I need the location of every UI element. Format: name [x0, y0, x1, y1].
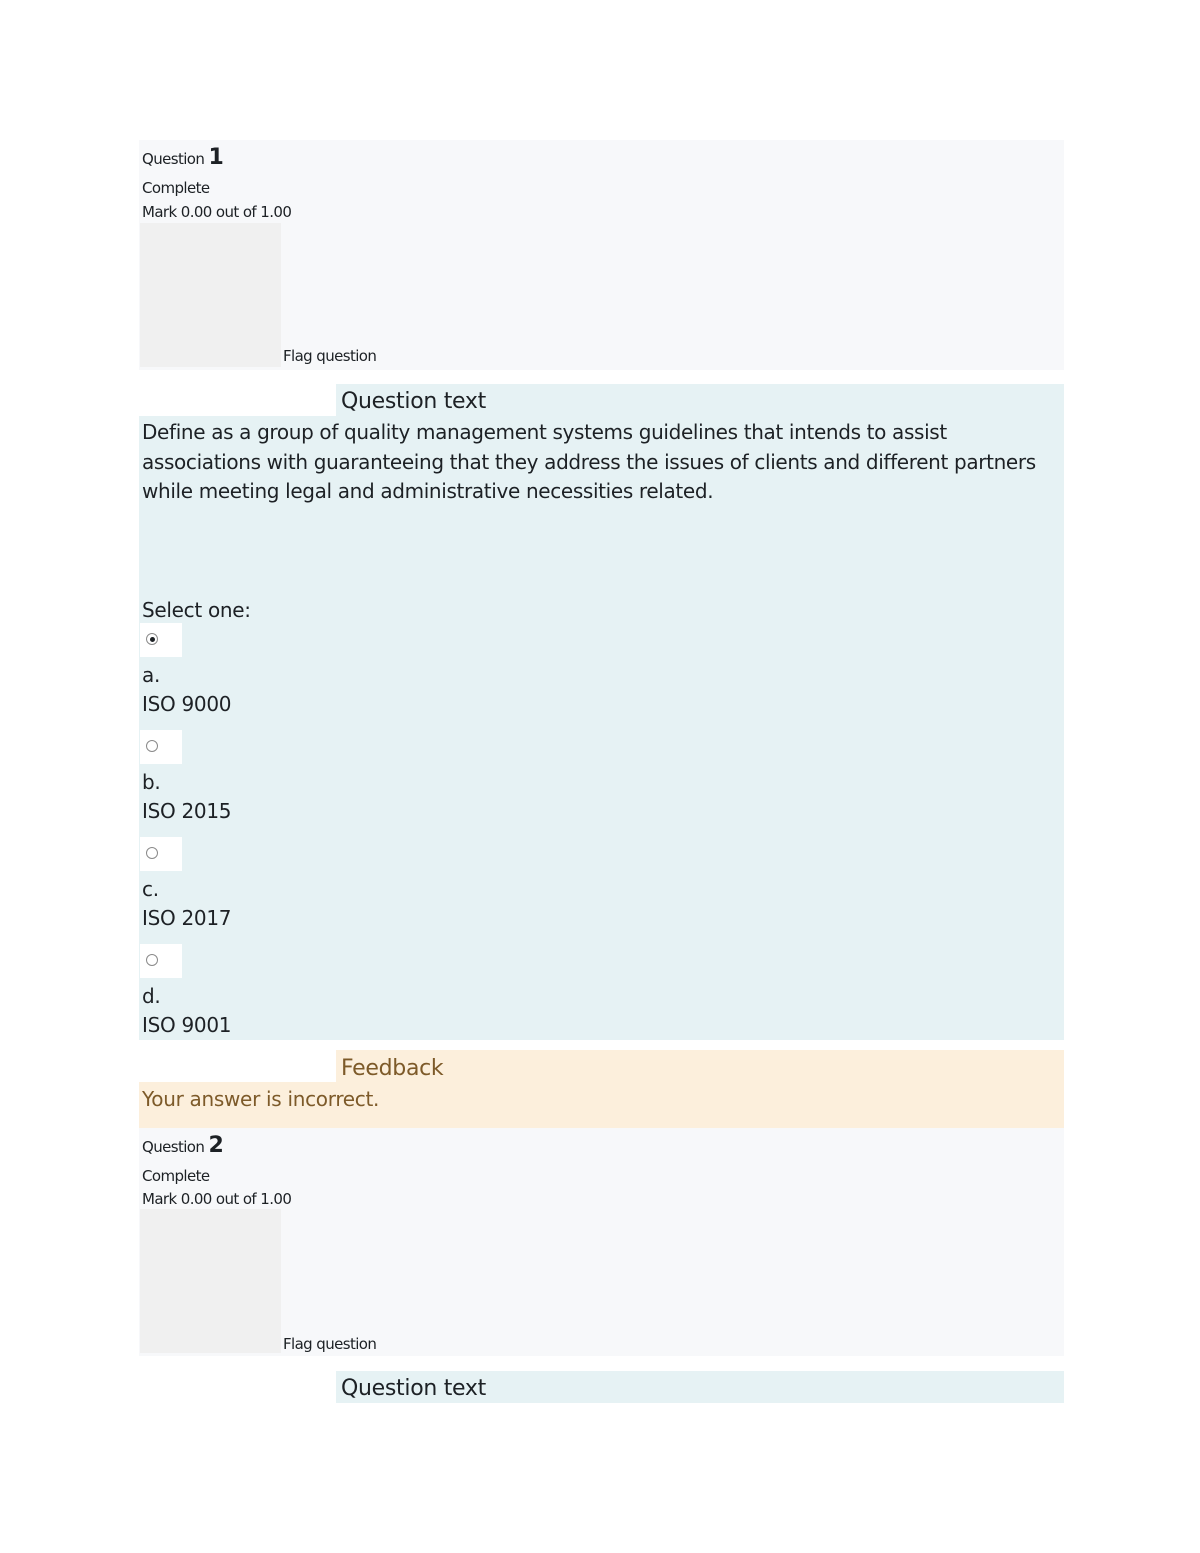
question-1-mark: Mark 0.00 out of 1.00: [142, 203, 292, 221]
option-d-text[interactable]: ISO 9001: [142, 1013, 232, 1037]
question-label: Question: [142, 1138, 205, 1156]
option-a-letter: a.: [142, 663, 161, 687]
question-1-info: [139, 140, 1064, 370]
feedback-heading-bar: [336, 1050, 1064, 1082]
question-number: 2: [208, 1133, 224, 1158]
radio-checked-icon[interactable]: [146, 633, 158, 645]
radio-unchecked-icon[interactable]: [146, 740, 158, 752]
feedback-heading: Feedback: [341, 1056, 444, 1081]
option-b-text[interactable]: ISO 2015: [142, 799, 232, 823]
question-number: 1: [208, 145, 224, 170]
select-one-prompt: Select one:: [142, 598, 251, 622]
question-label: Question: [142, 150, 205, 168]
question-1-text: Define as a group of quality management systems guidelines that intends to assist associations with guaranteeing that they address the issues of clients and different partners while meeting legal and administrative necessities related.: [142, 420, 1036, 503]
question-text-heading: Question text: [341, 389, 486, 414]
option-c-text[interactable]: ISO 2017: [142, 906, 232, 930]
flag-icon[interactable]: [140, 223, 281, 367]
flag-question-link[interactable]: Flag question: [283, 347, 377, 365]
option-a-text[interactable]: ISO 9000: [142, 692, 232, 716]
feedback-text: Your answer is incorrect.: [142, 1087, 380, 1111]
question-2-state: Complete: [142, 1167, 210, 1185]
question-1-state: Complete: [142, 179, 210, 197]
question-2-mark: Mark 0.00 out of 1.00: [142, 1190, 292, 1208]
question-text-heading: Question text: [341, 1376, 486, 1401]
question-2-heading: [142, 1133, 224, 1158]
option-c-radio-wrap[interactable]: [140, 837, 182, 871]
question-1-content: [139, 416, 1064, 1040]
option-a-radio-wrap[interactable]: [140, 623, 182, 657]
option-d-letter: d.: [142, 984, 161, 1008]
radio-unchecked-icon[interactable]: [146, 847, 158, 859]
option-b-letter: b.: [142, 770, 161, 794]
flag-icon[interactable]: [140, 1209, 281, 1353]
question-1-heading: [142, 145, 224, 170]
option-c-letter: c.: [142, 877, 159, 901]
flag-question-link[interactable]: Flag question: [283, 1335, 377, 1353]
option-d-radio-wrap[interactable]: [140, 944, 182, 978]
radio-unchecked-icon[interactable]: [146, 954, 158, 966]
question-2-info: [139, 1128, 1064, 1356]
option-b-radio-wrap[interactable]: [140, 730, 182, 764]
